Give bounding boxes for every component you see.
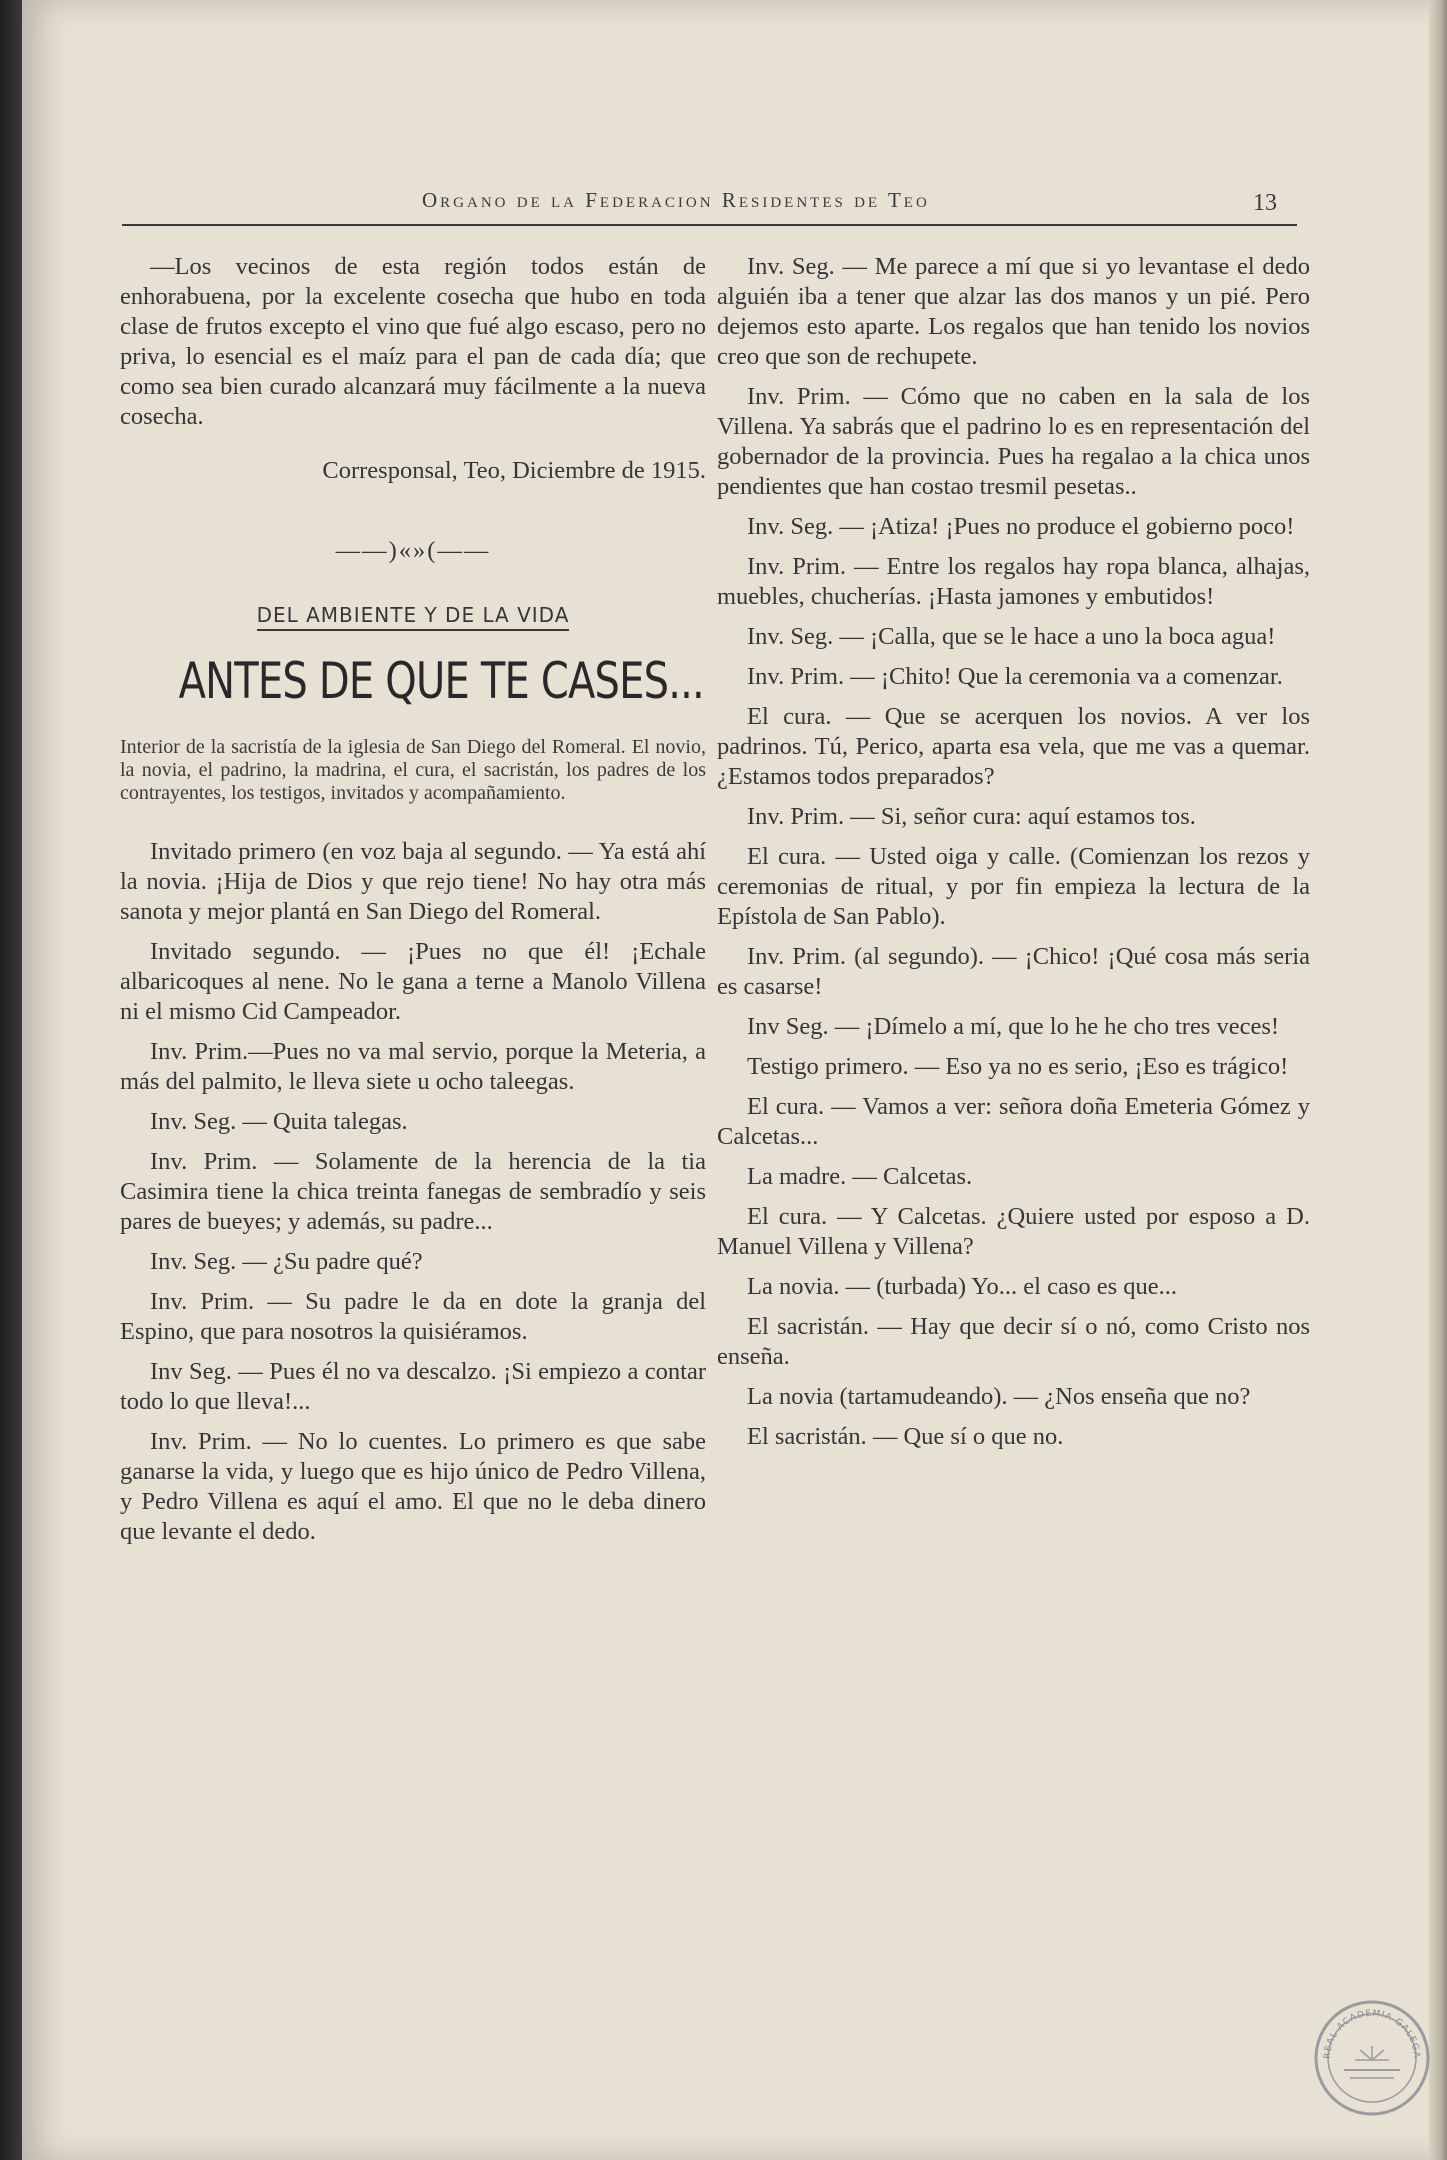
document-page — [22, 0, 1447, 2160]
dialogue-paragraph: Inv Seg. — Pues él no va descalzo. ¡Si empiezo a contar todo lo que lleva!... — [120, 1358, 706, 1415]
dialogue-paragraph: El cura. — Que se acerquen los novios. A ver los padrinos. Tú, Perico, aparta esa vela, que me vas a quemar. ¿Estamos todos preparados? — [717, 703, 1310, 790]
right-column — [717, 252, 1310, 1462]
dialogue-paragraph: El sacristán. — Que sí o que no. — [747, 1423, 1064, 1450]
dialogue-paragraph: Testigo primero. — Eso ya no es serio, ¡Eso es trágico! — [747, 1053, 1289, 1080]
dialogue-paragraph: Inv. Prim. — Cómo que no caben en la sala de los Villena. Ya sabrás que el padrino lo es en representación del gobernador de la provincia. Pues ha regalao a la chica unos pendientes que han costao tresmil pesetas.. — [717, 383, 1310, 500]
dialogue-paragraph: Inv Seg. — ¡Dímelo a mí, que lo he he cho tres veces! — [747, 1013, 1280, 1040]
dialogue-paragraph: Invitado segundo. — ¡Pues no que él! ¡Echale albaricoques al nene. No le gana a terne a Manolo Villena ni el mismo Cid Campeador. — [120, 938, 706, 1025]
dialogue-paragraph: Inv. Prim. (al segundo). — ¡Chico! ¡Qué cosa más seria es casarse! — [717, 943, 1310, 1000]
library-stamp-icon — [1312, 1998, 1432, 2118]
dialogue-paragraph: La novia. — (turbada) Yo... el caso es que... — [747, 1273, 1178, 1300]
article-headline: ANTES DE QUE TE CASES... — [178, 652, 704, 710]
dialogue-paragraph: La madre. — Calcetas. — [747, 1163, 973, 1190]
dialogue-paragraph: Inv. Prim. — Su padre le da en dote la granja del Espino, que para nosotros la quisiéramos. — [120, 1288, 706, 1345]
dialogue-paragraph: Inv. Seg. — ¿Su padre qué? — [150, 1248, 423, 1275]
left-column — [120, 252, 706, 1557]
dialogue-paragraph: Invitado primero (en voz baja al segundo. — Ya está ahí la novia. ¡Hija de Dios y que rejo tiene! No hay otra más sanota y mejor plantá en San Diego del Romeral. — [120, 838, 706, 925]
svg-text:REAL ACADEMIA GALEGA: REAL ACADEMIA GALEGA — [1322, 2008, 1422, 2060]
dialogue-paragraph: Inv. Seg. — Quita talegas. — [150, 1108, 408, 1135]
publication-title: Organo de la Federacion Residentes de Teo — [422, 188, 930, 212]
dialogue-paragraph: Inv. Prim.—Pues no va mal servio, porque la Meteria, a más del palmito, le lleva siete u ocho taleegas. — [120, 1038, 706, 1095]
dialogue-paragraph: El cura. — Usted oiga y calle. (Comienzan los rezos y ceremonias de ritual, y por fin empieza la lectura de la Epístola de San Pablo). — [717, 843, 1310, 930]
dialogue-paragraph: El cura. — Vamos a ver: señora doña Emeteria Gómez y Calcetas... — [717, 1093, 1310, 1150]
dialogue-paragraph: El sacristán. — Hay que decir sí o nó, como Cristo nos enseña. — [717, 1313, 1310, 1370]
dialogue-paragraph: Inv. Seg. — ¡Calla, que se le hace a uno la boca agua! — [747, 623, 1276, 650]
stage-direction: Interior de la sacristía de la iglesia de San Diego del Romeral. El novio, la novia, el padrino, la madrina, el cura, el sacristán, los padres de los contrayentes, los testigos, invitados y acompañamiento. — [120, 736, 706, 804]
dialogue-paragraph: Inv. Seg. — Me parece a mí que si yo levantase el dedo alguién iba a tener que alzar las dos manos y un pié. Pero dejemos esto aparte. Los regalos que han tenido los novios creo que son de rechupete. — [717, 253, 1310, 370]
section-label: DEL AMBIENTE Y DE LA VIDA — [120, 600, 706, 630]
dialogue-paragraph: Inv. Prim. — Solamente de la herencia de la tia Casimira tiene la chica treinta fanegas de sembradío y seis pares de bueyes; y además, su padre... — [120, 1148, 706, 1235]
correspondent-signature: Corresponsal, Teo, Diciembre de 1915. — [322, 457, 706, 484]
dialogue-paragraph: Inv. Prim. — ¡Chito! Que la ceremonia va a comenzar. — [747, 663, 1283, 690]
running-header — [122, 188, 1297, 226]
binding-spine — [0, 0, 22, 2160]
section-separator: ——)«»(—— — [335, 537, 491, 564]
dialogue-paragraph: La novia (tartamudeando). — ¿Nos enseña que no? — [747, 1383, 1251, 1410]
page-edge — [1429, 0, 1447, 2160]
dialogue-paragraph: Inv. Seg. — ¡Atiza! ¡Pues no produce el gobierno poco! — [747, 513, 1295, 540]
dialogue-paragraph: Inv. Prim. — Si, señor cura: aquí estamos tos. — [747, 803, 1196, 830]
dialogue-paragraph: Inv. Prim. — Entre los regalos hay ropa blanca, alhajas, muebles, chucherías. ¡Hasta jamones y embutidos! — [717, 553, 1310, 610]
page-number: 13 — [1253, 190, 1277, 216]
dialogue-paragraph: Inv. Prim. — No lo cuentes. Lo primero es que sabe ganarse la vida, y luego que es hijo único de Pedro Villena, y Pedro Villena es aquí el amo. El que no le deba dinero que levante el dedo. — [120, 1428, 706, 1545]
dialogue-paragraph: El cura. — Y Calcetas. ¿Quiere usted por esposo a D. Manuel Villena y Villena? — [717, 1203, 1310, 1260]
intro-paragraph: —Los vecinos de esta región todos están de enhorabuena, por la excelente cosecha que hubo en toda clase de frutos excepto el vino que fué algo escaso, pero no priva, lo esencial es el maíz para el pan de cada día; que como sea bien curado alcanzará muy fácilmente a la nueva cosecha. — [120, 253, 706, 430]
